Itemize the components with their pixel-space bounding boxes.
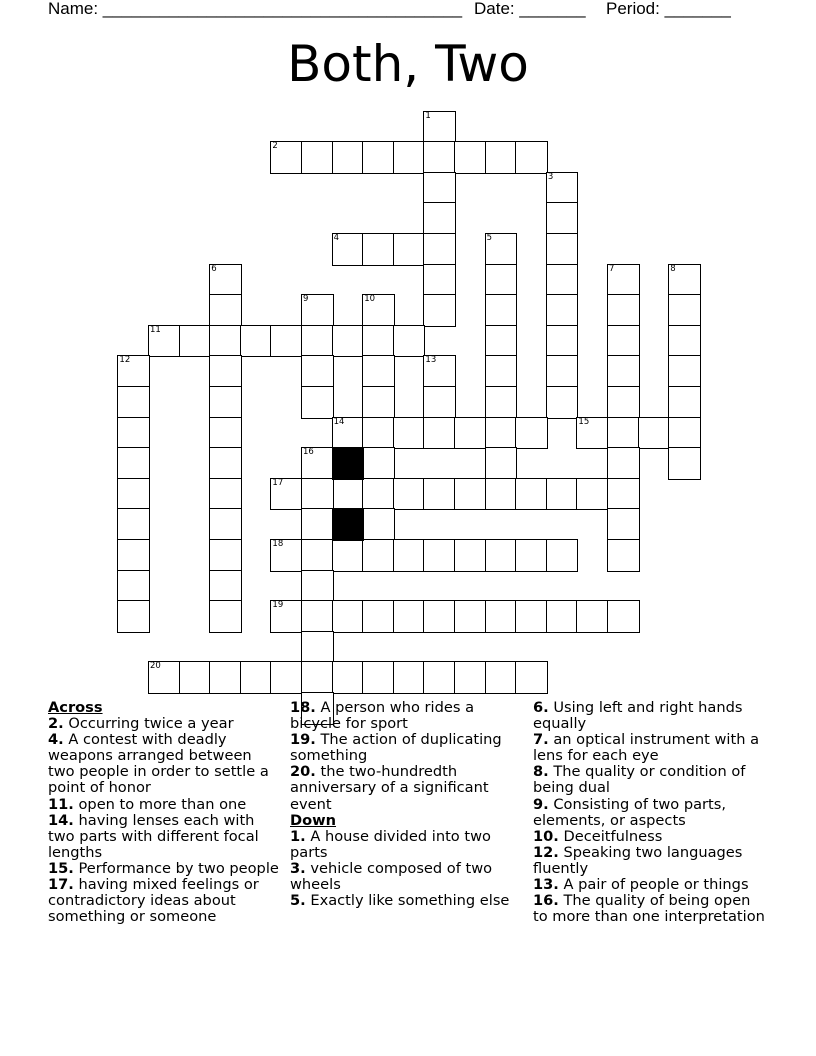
grid-cell[interactable]: [117, 355, 150, 388]
grid-cell[interactable]: [117, 478, 150, 511]
grid-cell[interactable]: [485, 141, 518, 174]
clue-down-8: 8. The quality or condition of being dual: [533, 763, 746, 797]
grid-cell[interactable]: [362, 508, 395, 541]
grid-cell[interactable]: [301, 141, 334, 174]
clue-number: 12: [119, 355, 131, 366]
grid-cell[interactable]: [546, 264, 579, 297]
grid-cell[interactable]: [393, 539, 426, 572]
grid-cell[interactable]: [454, 141, 487, 174]
grid-cell[interactable]: [332, 325, 365, 358]
grid-cell[interactable]: [301, 508, 334, 541]
grid-cell[interactable]: [454, 478, 487, 511]
grid-cell[interactable]: [301, 294, 334, 327]
clue-across-17: 17. having mixed feelings or contradictory ideas about something or someone: [48, 876, 259, 926]
grid-cell[interactable]: [546, 172, 579, 205]
grid-cell[interactable]: [148, 325, 181, 358]
grid-cell[interactable]: [393, 325, 426, 358]
grid-cell[interactable]: [209, 294, 242, 327]
clue-number: 8: [670, 263, 676, 274]
grid-cell[interactable]: [485, 294, 518, 327]
clue-across-11: 11. open to more than one: [48, 795, 247, 813]
grid-cell[interactable]: [362, 600, 395, 633]
grid-cell[interactable]: [485, 600, 518, 633]
clue-down-3: 3. vehicle composed of two wheels: [290, 859, 493, 894]
grid-cell[interactable]: [270, 539, 303, 572]
clue-number: 11: [150, 324, 161, 335]
grid-cell[interactable]: [515, 661, 548, 694]
grid-cell[interactable]: [546, 539, 579, 572]
grid-cell[interactable]: [607, 355, 640, 388]
grid-cell[interactable]: [362, 539, 395, 572]
clue-across-20: 20. the two-hundredth anniversary of a significant event: [290, 763, 489, 813]
grid-cell[interactable]: [209, 386, 242, 419]
clue-number: 20: [150, 661, 161, 672]
grid-cell[interactable]: [362, 661, 395, 694]
grid-cell[interactable]: [423, 111, 456, 144]
clue-number: 3: [547, 171, 554, 182]
clue-column-3: [533, 700, 765, 925]
grid-cell[interactable]: [362, 447, 395, 480]
grid-cell[interactable]: [485, 264, 518, 297]
grid-cell[interactable]: [607, 478, 640, 511]
grid-cell[interactable]: [362, 233, 395, 266]
grid-cell[interactable]: [423, 478, 456, 511]
clue-number: 13: [425, 355, 437, 366]
grid-cell[interactable]: [423, 172, 456, 205]
grid-cell[interactable]: [209, 264, 242, 297]
grid-cell[interactable]: [668, 355, 701, 388]
grid-cell[interactable]: [362, 386, 395, 419]
grid-cell[interactable]: [546, 478, 579, 511]
grid-cell[interactable]: [393, 661, 426, 694]
grid-cell[interactable]: [209, 478, 242, 511]
clue-number: 5: [486, 233, 493, 243]
grid-cell[interactable]: [423, 539, 456, 572]
grid-cell[interactable]: [332, 661, 365, 694]
grid-cell[interactable]: [301, 661, 334, 694]
grid-cell[interactable]: [209, 325, 242, 358]
grid-cell[interactable]: [209, 600, 242, 633]
grid-cell[interactable]: [117, 539, 150, 572]
clue-number: 9: [303, 294, 309, 305]
grid-cell[interactable]: [423, 233, 456, 266]
clue-number: 4: [333, 233, 340, 243]
grid-cell[interactable]: [454, 417, 487, 450]
grid-cell[interactable]: [515, 539, 548, 572]
grid-cell[interactable]: [393, 417, 426, 450]
grid-cell[interactable]: [362, 325, 395, 358]
grid-cell[interactable]: [209, 570, 242, 603]
down-heading: Down: [290, 811, 337, 829]
grid-cell[interactable]: [423, 355, 456, 388]
clue-across-14: 14. having lenses each with two parts with different focal lengths: [48, 811, 259, 861]
clue-number: 1: [425, 110, 431, 121]
clue-number: 7: [609, 263, 615, 274]
name-field-label[interactable]: Name: ______________________________________: [48, 0, 463, 18]
grid-cell[interactable]: [485, 386, 518, 419]
grid-cell[interactable]: [117, 386, 150, 419]
date-field-label[interactable]: Date: _______: [474, 0, 586, 18]
grid-cell[interactable]: [515, 417, 548, 450]
grid-cell[interactable]: [423, 141, 456, 174]
grid-cell[interactable]: [301, 539, 334, 572]
grid-cell[interactable]: [301, 386, 334, 419]
grid-cell[interactable]: [209, 539, 242, 572]
grid-cell[interactable]: [423, 417, 456, 450]
across-heading: Across: [48, 699, 103, 716]
grid-cell[interactable]: [332, 233, 365, 266]
grid-cell[interactable]: [485, 233, 518, 266]
grid-cell[interactable]: [546, 233, 579, 266]
grid-cell[interactable]: [393, 478, 426, 511]
grid-cell[interactable]: [485, 478, 518, 511]
grid-cell[interactable]: [546, 202, 579, 235]
grid-cell[interactable]: [179, 661, 212, 694]
grid-cell[interactable]: [515, 141, 548, 174]
grid-cell[interactable]: [301, 325, 334, 358]
clue-number: 10: [364, 294, 376, 305]
grid-cell[interactable]: [607, 386, 640, 419]
grid-cell[interactable]: [576, 417, 609, 450]
grid-cell[interactable]: [179, 325, 212, 358]
clue-down-6: 6. Using left and right hands equally: [533, 699, 743, 733]
grid-cell[interactable]: [270, 478, 303, 511]
grid-cell[interactable]: [117, 600, 150, 633]
grid-cell[interactable]: [423, 661, 456, 694]
grid-cell[interactable]: [423, 600, 456, 633]
grid-cell[interactable]: [607, 294, 640, 327]
grid-block: [332, 508, 365, 541]
grid-cell[interactable]: [546, 355, 579, 388]
grid-block: [332, 447, 365, 480]
grid-cell[interactable]: [301, 631, 334, 664]
grid-cell[interactable]: [668, 417, 701, 450]
clue-across-4: 4. A contest with deadly weapons arranged between two people in order to settle a point of honor: [48, 731, 269, 797]
grid-cell[interactable]: [546, 294, 579, 327]
grid-cell[interactable]: [668, 386, 701, 419]
clue-down-16: 16. The quality of being open to more than one interpretation: [533, 892, 765, 926]
grid-cell[interactable]: [393, 141, 426, 174]
grid-cell[interactable]: [117, 570, 150, 603]
grid-cell[interactable]: [332, 141, 365, 174]
clue-down-13: 13. A pair of people or things: [533, 876, 749, 894]
grid-cell[interactable]: [240, 661, 273, 694]
clue-down-9: 9. Consisting of two parts, elements, or aspects: [533, 795, 727, 829]
grid-cell[interactable]: [485, 325, 518, 358]
grid-cell[interactable]: [209, 417, 242, 450]
grid-cell[interactable]: [638, 417, 671, 450]
clue-number: 19: [272, 600, 284, 611]
grid-cell[interactable]: [117, 417, 150, 450]
grid-cell[interactable]: [546, 600, 579, 633]
clue-across-15: 15. Performance by two people: [48, 859, 279, 877]
grid-cell[interactable]: [607, 539, 640, 572]
grid-cell[interactable]: [485, 417, 518, 450]
grid-cell[interactable]: [668, 264, 701, 297]
grid-cell[interactable]: [270, 141, 303, 174]
grid-cell[interactable]: [515, 600, 548, 633]
clue-across-2: 2. Occurring twice a year: [48, 715, 234, 733]
grid-cell[interactable]: [332, 539, 365, 572]
clue-down-12: 12. Speaking two languages fluently: [533, 843, 743, 877]
grid-cell[interactable]: [485, 539, 518, 572]
clue-down-10: 10. Deceitfulness: [533, 827, 663, 845]
grid-cell[interactable]: [607, 325, 640, 358]
grid-cell[interactable]: [454, 600, 487, 633]
grid-cell[interactable]: [485, 447, 518, 480]
grid-cell[interactable]: [270, 600, 303, 633]
grid-cell[interactable]: [270, 661, 303, 694]
grid-cell[interactable]: [117, 447, 150, 480]
grid-cell[interactable]: [362, 141, 395, 174]
grid-cell[interactable]: [454, 539, 487, 572]
clue-number: 18: [272, 539, 284, 549]
grid-cell[interactable]: [362, 294, 395, 327]
grid-cell[interactable]: [607, 417, 640, 450]
grid-cell[interactable]: [668, 447, 701, 480]
grid-cell[interactable]: [546, 386, 579, 419]
clue-across-19: 19. The action of duplicating something: [290, 731, 502, 765]
grid-cell[interactable]: [209, 355, 242, 388]
grid-cell[interactable]: [270, 325, 303, 358]
clue-down-1: 1. A house divided into two parts: [290, 827, 491, 861]
clue-number: 17: [272, 477, 284, 488]
clue-down-5: 5. Exactly like something else: [290, 892, 510, 910]
grid-cell[interactable]: [607, 600, 640, 633]
grid-cell[interactable]: [332, 417, 365, 450]
grid-cell[interactable]: [332, 600, 365, 633]
grid-cell[interactable]: [301, 570, 334, 603]
grid-cell[interactable]: [209, 661, 242, 694]
grid-cell[interactable]: [423, 386, 456, 419]
grid-cell[interactable]: [117, 508, 150, 541]
grid-cell[interactable]: [485, 661, 518, 694]
clue-number: 15: [578, 416, 590, 427]
grid-cell[interactable]: [423, 294, 456, 327]
period-field-label[interactable]: Period: _______: [606, 0, 731, 18]
clue-column-1: [48, 700, 280, 925]
clue-down-7: 7. an optical instrument with a lens for each eye: [533, 731, 760, 765]
grid-cell[interactable]: [423, 264, 456, 297]
grid-cell[interactable]: [454, 661, 487, 694]
clue-number: 2: [272, 141, 278, 152]
grid-cell[interactable]: [515, 478, 548, 511]
clue-across-18: 18. A person who rides a bicycle for sport: [290, 699, 475, 733]
clue-column-2: [290, 700, 522, 909]
grid-cell[interactable]: [668, 294, 701, 327]
grid-cell[interactable]: [362, 417, 395, 450]
grid-cell[interactable]: [209, 447, 242, 480]
grid-cell[interactable]: [301, 447, 334, 480]
grid-cell[interactable]: [148, 661, 181, 694]
grid-cell[interactable]: [393, 233, 426, 266]
clue-number: 14: [333, 416, 345, 427]
grid-cell[interactable]: [668, 325, 701, 358]
grid-cell[interactable]: [607, 264, 640, 297]
grid-cell[interactable]: [576, 600, 609, 633]
clue-number: 16: [303, 447, 314, 458]
clue-number: 6: [211, 263, 217, 274]
grid-cell[interactable]: [607, 447, 640, 480]
grid-cell[interactable]: [362, 355, 395, 388]
grid-cell[interactable]: [393, 600, 426, 633]
grid-cell[interactable]: [301, 600, 334, 633]
grid-cell[interactable]: [209, 508, 242, 541]
grid-cell[interactable]: [301, 478, 334, 511]
grid-cell[interactable]: [576, 478, 609, 511]
grid-cell[interactable]: [240, 325, 273, 358]
grid-cell[interactable]: [301, 355, 334, 388]
page-title: Both, Two: [287, 35, 529, 93]
grid-cell[interactable]: [362, 478, 395, 511]
grid-cell[interactable]: [485, 355, 518, 388]
grid-cell[interactable]: [546, 325, 579, 358]
grid-cell[interactable]: [607, 508, 640, 541]
grid-cell[interactable]: [423, 202, 456, 235]
